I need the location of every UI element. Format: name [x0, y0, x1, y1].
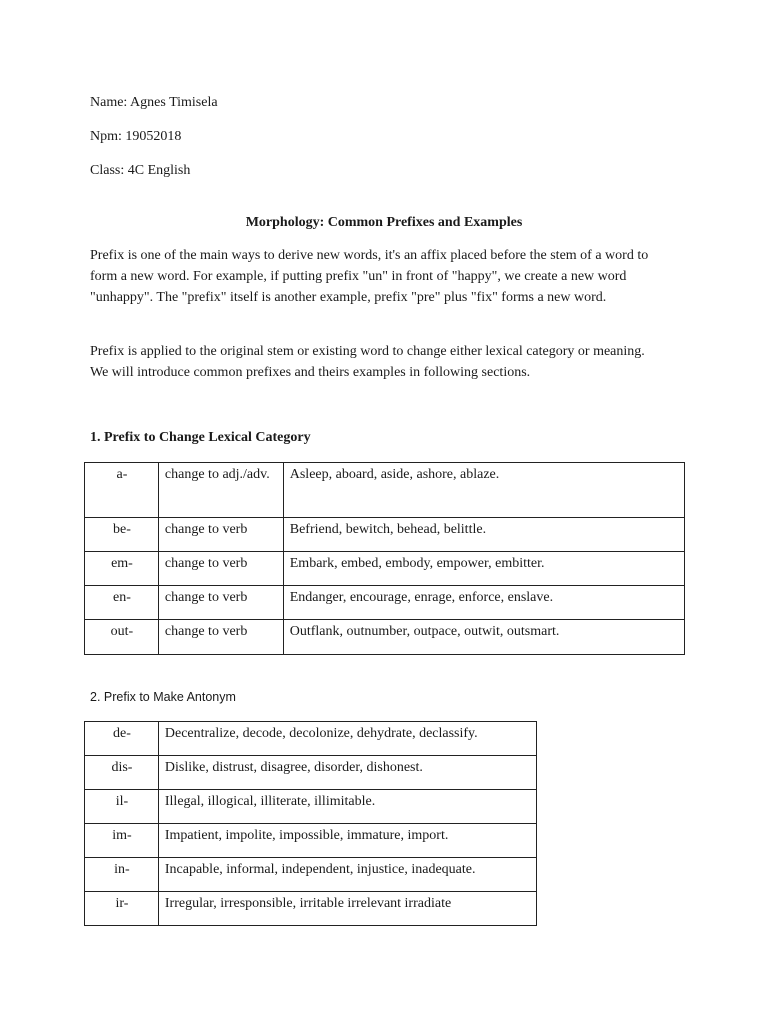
antonym-table: [84, 721, 537, 926]
examples-cell: Dislike, distrust, disagree, disorder, dishonest.: [158, 756, 536, 790]
prefix-cell: il-: [85, 790, 159, 824]
function-cell: change to adj./adv.: [158, 463, 283, 518]
prefix-cell: en-: [85, 586, 159, 620]
prefix-cell: ir-: [85, 892, 159, 926]
prefix-cell: de-: [85, 722, 159, 756]
table-row: [85, 790, 537, 824]
examples-cell: Embark, embed, embody, empower, embitter.: [283, 552, 684, 586]
function-cell: change to verb: [158, 518, 283, 552]
table-row: [85, 824, 537, 858]
examples-cell: Befriend, bewitch, behead, belittle.: [283, 518, 684, 552]
prefix-cell: out-: [85, 620, 159, 655]
prefix-cell: a-: [85, 463, 159, 518]
examples-cell: Incapable, informal, independent, injustice, inadequate.: [158, 858, 536, 892]
examples-cell: Illegal, illogical, illiterate, illimitable.: [158, 790, 536, 824]
table-row: [85, 586, 685, 620]
examples-cell: Irregular, irresponsible, irritable irrelevant irradiate: [158, 892, 536, 926]
student-name: Name: Agnes Timisela: [90, 95, 218, 110]
examples-cell: Endanger, encourage, enrage, enforce, enslave.: [283, 586, 684, 620]
prefix-cell: in-: [85, 858, 159, 892]
function-cell: change to verb: [158, 552, 283, 586]
prefix-cell: dis-: [85, 756, 159, 790]
second-paragraph: Prefix is applied to the original stem or existing word to change either lexical category or meaning. We will introduce common prefixes and theirs examples in following sections.: [90, 344, 645, 380]
document-title: Morphology: Common Prefixes and Examples: [245, 215, 523, 230]
examples-cell: Asleep, aboard, aside, ashore, ablaze.: [283, 463, 684, 518]
section2-heading: 2. Prefix to Make Antonym: [90, 690, 236, 704]
table-row: [85, 552, 685, 586]
lexical-category-table: [84, 462, 685, 655]
table-row: [85, 756, 537, 790]
examples-cell: Outflank, outnumber, outpace, outwit, outsmart.: [283, 620, 684, 655]
section1-heading: 1. Prefix to Change Lexical Category: [90, 430, 311, 445]
examples-cell: Impatient, impolite, impossible, immature, import.: [158, 824, 536, 858]
function-cell: change to verb: [158, 620, 283, 655]
prefix-cell: im-: [85, 824, 159, 858]
table-row: [85, 858, 537, 892]
examples-cell: Decentralize, decode, decolonize, dehydrate, declassify.: [158, 722, 536, 756]
student-npm: Npm: 19052018: [90, 129, 182, 144]
table-row: [85, 892, 537, 926]
student-class: Class: 4C English: [90, 163, 191, 178]
prefix-cell: be-: [85, 518, 159, 552]
prefix-cell: em-: [85, 552, 159, 586]
function-cell: change to verb: [158, 586, 283, 620]
intro-paragraph: Prefix is one of the main ways to derive new words, it's an affix placed before the stem of a word to form a new word. For example, if putting prefix "un" in front of "happy", we create a new word "unhappy". The "prefix" itself is another example, prefix "pre" plus "fix" forms a new word.: [90, 248, 649, 305]
table-row: [85, 620, 685, 655]
table-row: [85, 722, 537, 756]
table-row: [85, 463, 685, 518]
table-row: [85, 518, 685, 552]
